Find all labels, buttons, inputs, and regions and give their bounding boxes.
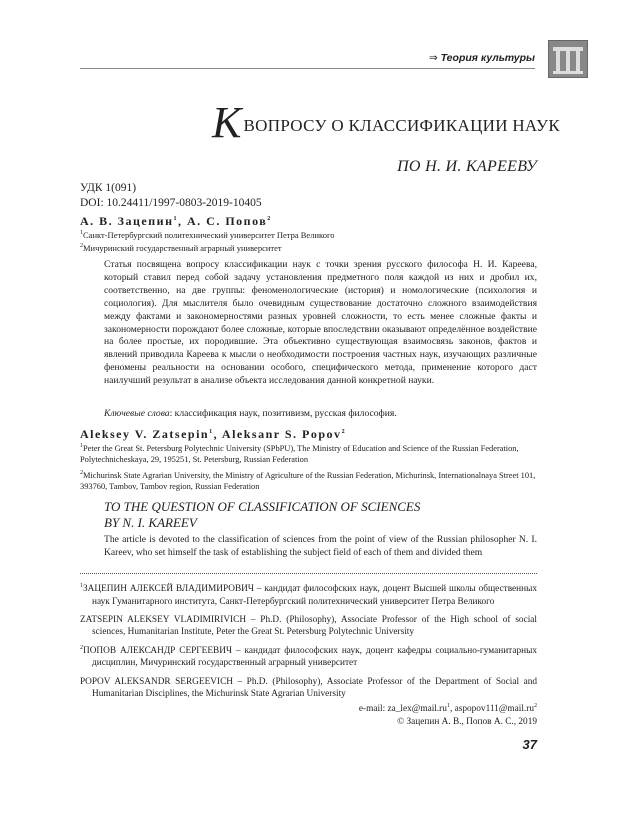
email-2-sup: 2 bbox=[534, 703, 537, 709]
footnote-2-sup: 2 bbox=[80, 644, 83, 651]
title-en-line1: TO THE QUESTION OF CLASSIFICATION OF SCIENCES bbox=[104, 499, 421, 514]
title-initial: К bbox=[212, 98, 242, 147]
title-en-line2: BY N. I. KAREEV bbox=[104, 515, 197, 530]
author2-en-sup: 2 bbox=[341, 429, 347, 435]
affil-ru-2-text: Мичуринский государственный аграрный университет bbox=[83, 242, 282, 253]
footnote-2-text: ПОПОВ АЛЕКСАНДР СЕРГЕЕВИЧ – кандидат философских наук, доцент кафедры социально-гуманитарных дисциплин, Мичуринский государственный аграрный университет bbox=[83, 645, 537, 669]
article-title-line2: ПО Н. И. КАРЕЕВУ bbox=[397, 158, 537, 175]
authors-en bbox=[80, 427, 346, 442]
footnote-1-text: ЗАЦЕПИН АЛЕКСЕЙ ВЛАДИМИРОВИЧ – кандидат философских наук, доцент Высшей школы общественных наук Гуманитарного института, Санкт-Петербургский политехнический университет Петра Великого bbox=[83, 584, 537, 607]
keywords-label: Ключевые слова bbox=[104, 408, 170, 419]
affiliation-en-2 bbox=[80, 468, 537, 492]
footnote-2-en-text: POPOV ALEKSANDR SERGEEVICH – Ph.D. (Philosophy), Associate Professor of the Department of Social and Humanitarian Disciplines, the Michurinsk State Agrarian University bbox=[80, 676, 537, 700]
affil-en-1-text: Peter the Great St. Petersburg Polytechnic University (SPbPU), The Ministry of Education and Science of the Russian Federation, Polytechnicheskaya, 29, 195251, St. Petersburg, Russian Federation bbox=[80, 443, 519, 464]
email-2[interactable]: aspopov111@mail.ru bbox=[454, 704, 534, 715]
author2-en: Aleksanr S. Popov bbox=[221, 427, 342, 441]
authors-ru bbox=[80, 214, 272, 229]
email-1-sup: 1 bbox=[446, 703, 450, 709]
title-line1-text: ВОПРОСУ О КЛАССИФИКАЦИИ НАУК bbox=[243, 116, 560, 135]
affil-en-2-text: Michurinsk State Agrarian University, the Ministry of Agriculture of the Russian Federation, Michurinsk, Internationalnaya Street 101, 393760, Tambov, Tambov region, Russian Federation bbox=[80, 470, 536, 491]
affiliation-ru-2 bbox=[80, 241, 334, 254]
identifiers bbox=[80, 181, 262, 211]
affil-en-2-sup: 2 bbox=[80, 469, 83, 476]
footnote-1-sup: 1 bbox=[80, 583, 83, 589]
author2-ru: А. С. Попов bbox=[187, 214, 268, 228]
footnote-2-ru bbox=[80, 642, 537, 670]
footnote-1-en bbox=[80, 611, 537, 639]
affiliation-ru-1 bbox=[80, 228, 334, 241]
affil-ru-2-sup: 2 bbox=[80, 242, 83, 249]
article-title-en bbox=[104, 499, 420, 531]
running-header bbox=[0, 52, 535, 64]
abstract-en: The article is devoted to the classification of sciences from the point of view of the Russian philosopher N. I. Kareev, who set himself the task of establishing the subject field of each of them and divided them bbox=[104, 534, 537, 558]
page-number: 37 bbox=[522, 737, 537, 752]
affiliations-ru bbox=[80, 228, 334, 254]
email-line bbox=[359, 700, 537, 716]
section-title: Теория культуры bbox=[440, 52, 535, 64]
doi: DOI: 10.24411/1997-0803-2019-10405 bbox=[80, 197, 262, 209]
footnote-divider bbox=[80, 573, 537, 574]
affiliations-en bbox=[80, 441, 537, 492]
keywords-ru bbox=[104, 408, 537, 419]
arrow-icon: ⇒ bbox=[428, 52, 438, 64]
author1-en: Aleksey V. Zatsepin bbox=[80, 427, 210, 441]
abstract-ru-text: Статья посвящена вопросу классификации наук с точки зрения русского философа Н. И. Кареева, который ставил перед собой задачу установления предметного поля каждой из них и дробил их, соответственно, на две группы: феноменологические (история) и номологические (психология и социология). Для мыслителя было очевидным существование достаточно сложного взаимодействия между фактами и закономерностями разных уровней сложности, то есть менее сложные факты и закономерности порождают более сложные, которые впоследствии оказывают определённое воздействие на более простые, их породившие. Эта объективно существующая взаимосвязь законов, фактов и явлений приводила Кареева к мысли о необходимости построения частных наук, изучающих различные феномены реальности на основании особого, специфического метода, применение которого даст наилучший результат в анализе объекта исследования данной конкретной науки. bbox=[104, 259, 537, 387]
footnote-2-en bbox=[80, 673, 537, 701]
footnote-1-en-text: ZATSEPIN ALEKSEY VLADIMIRIVICH – Ph.D. (Philosophy), Associate Professor of the High school of social sciences, Humanitarian Institute, Peter the Great St. Petersburg Polytechnic University bbox=[80, 615, 537, 638]
author1-en-sup: 1 bbox=[209, 429, 214, 435]
column-logo-icon bbox=[548, 40, 588, 78]
affiliation-en-1 bbox=[80, 441, 537, 465]
affil-en-1-sup: 1 bbox=[80, 443, 83, 449]
affil-ru-1-text: Санкт-Петербургский политехнический университет Петра Великого bbox=[83, 229, 335, 240]
keywords-text: : классификация наук, позитивизм, русская философия. bbox=[169, 408, 397, 419]
contact-block bbox=[359, 700, 537, 728]
author-en-sep: , bbox=[213, 427, 222, 441]
article-title-line1 bbox=[212, 98, 560, 147]
copyright: © Зацепин А. В., Попов А. С., 2019 bbox=[397, 716, 537, 727]
email-1[interactable]: za_lex@mail.ru bbox=[387, 704, 447, 715]
udk: УДК 1(091) bbox=[80, 182, 137, 194]
affil-ru-1-sup: 1 bbox=[80, 230, 83, 236]
footnotes bbox=[80, 580, 537, 704]
email-sep: , bbox=[449, 704, 455, 715]
author2-ru-sup: 2 bbox=[267, 216, 272, 222]
author1-ru-sup: 1 bbox=[173, 216, 178, 222]
author-ru-sep: , bbox=[178, 214, 187, 228]
footnote-1-ru bbox=[80, 580, 537, 608]
abstract-ru bbox=[104, 259, 537, 388]
header-rule bbox=[80, 68, 535, 69]
author1-ru: А. В. Зацепин bbox=[80, 214, 174, 228]
email-label: e-mail: bbox=[358, 704, 388, 715]
